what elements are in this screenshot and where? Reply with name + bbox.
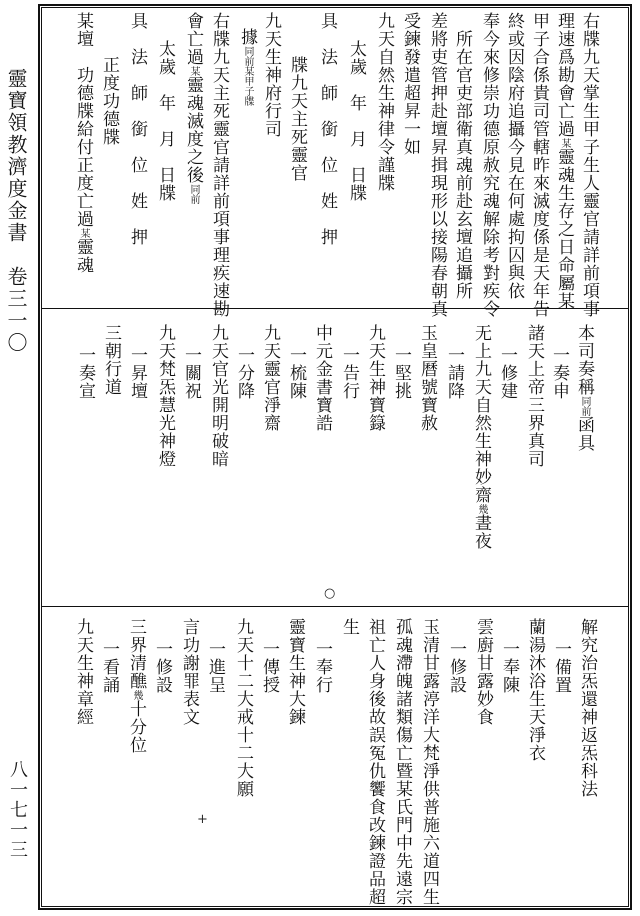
text-column: 一修設 (446, 640, 466, 694)
text-column: 一奏宣 (75, 346, 95, 400)
text-column: 一奏申 (549, 346, 569, 400)
text-column: 一告行 (339, 346, 359, 400)
text-column: 一分降 (234, 346, 254, 400)
text-column: 一梳陳 (286, 346, 306, 400)
text-column: 一備置 (551, 640, 571, 694)
text-column: 九天官光開明破暗 (208, 324, 228, 468)
text-column: 理速爲勘會亡過某靈魂生存之日命屬某 (554, 12, 574, 310)
text-column: 解究治炁還神返炁科法 (577, 618, 597, 798)
text-column: 本司奏稱同前函具 (574, 324, 594, 452)
text-column: 九天自然生神律令謹牒 (374, 12, 394, 192)
text-column: 九天生神寶籙 (365, 324, 385, 432)
text-column: 會亡過某靈魂滅度之後同前 (183, 12, 203, 204)
text-column: 諸天上帝三界真司 (524, 324, 544, 468)
text-column: 无上九天自然生神妙齋幾晝夜 (471, 324, 491, 550)
text-column: 九天十二大戒十二大願 (233, 618, 253, 798)
text-column: 雲廚甘露妙食 (473, 618, 493, 726)
text-column: 一請降 (444, 346, 464, 400)
text-column: 一修建 (497, 346, 517, 400)
text-column: 正度功德牒 (99, 56, 119, 146)
text-column: 右牒九天掌生甲子生人靈官請詳前項事 (579, 12, 599, 318)
text-column: 一關祝 (181, 346, 201, 400)
text-column: 三界清醮幾十分位 (126, 618, 146, 754)
text-column: 終或因陰府追攝今見在何處拘囚與依 (504, 12, 524, 300)
text-column: 玉皇曆號寶赦 (417, 324, 437, 432)
text-column: 一進呈 (205, 640, 225, 694)
text-column: 具 法 師 銜 位 姓 押 (317, 12, 337, 246)
spine-title: 靈寶領教濟度金書 卷三一〇 (4, 68, 28, 354)
text-column: 祖亡人身後故誤冤仇饗食改鍊證品超 (365, 618, 385, 906)
text-column: 受鍊發遣超昇一如 (400, 12, 420, 156)
text-column: 一看誦 (99, 640, 119, 694)
text-column: 一奉行 (312, 640, 332, 694)
text-column: 蘭湯沐浴生天淨衣 (525, 618, 545, 762)
text-column: 靈寶生神大鍊 (285, 618, 305, 726)
text-column: 一昇壇 (127, 346, 147, 400)
text-column: 太歲 年 月 日牒 (346, 40, 366, 202)
text-column: 右牒九天主死靈官請詳前項事理疾速勘 (209, 12, 229, 318)
text-column: 一堅挑 (391, 346, 411, 400)
text-column: 差將吏管押赴壇昇揖現形以接陽春朝真 (427, 12, 447, 318)
text-column: 九天靈官淨齋 (260, 324, 280, 432)
cross-mark: + (197, 812, 208, 827)
text-column: 生 (339, 618, 359, 636)
panel-divider-2 (41, 606, 629, 607)
text-column: 奉今來修崇功德原赦究魂解除考對疾令 (479, 12, 499, 318)
text-column: 三朝行道 (101, 324, 121, 396)
text-column: 孤魂滯魄諸類傷亡暨某氏門中先遠宗 (392, 618, 412, 906)
text-column: 牒九天主死靈官 (287, 56, 307, 182)
text-column: 具 法 師 銜 位 姓 押 (127, 12, 147, 246)
text-column: 中元金書寶誥 (312, 324, 332, 432)
reg-mark: ○ (324, 586, 336, 601)
text-column: 一修設 (152, 640, 172, 694)
text-column: 據同前某甲子牒 (237, 28, 257, 106)
spine-page-number: 八一七一三 (7, 760, 28, 860)
text-column: 一傳授 (259, 640, 279, 694)
text-column: 某壇 功德牒給付正度亡過某靈魂 (73, 12, 93, 274)
text-column: 太歲 年 月 日牒 (155, 40, 175, 202)
text-column: 九天生神府行司 (261, 12, 281, 138)
text-column: 甲子合係貴司管轄昨來滅度係是天年告 (529, 12, 549, 318)
text-column: 玉清甘露渟洋大梵淨供普施六道四生 (419, 618, 439, 906)
text-column: 所在官吏部衛真魂前赴玄壇追攝所 (452, 30, 472, 300)
text-column: 一奉陳 (499, 640, 519, 694)
text-column: 言功謝罪表文 (179, 618, 199, 726)
text-column: 九天生神章經 (73, 618, 93, 726)
text-column: 九天梵炁慧光神燈 (155, 324, 175, 468)
